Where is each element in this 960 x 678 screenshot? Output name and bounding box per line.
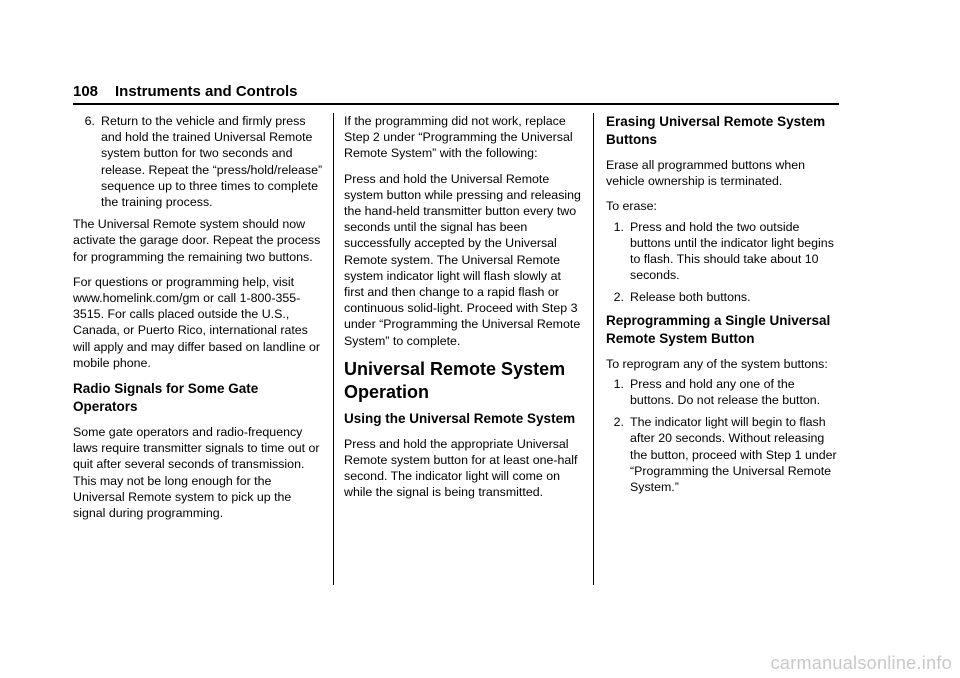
step-number: 1. <box>613 219 624 234</box>
paragraph-activate: The Universal Remote system should now activate the garage door. Repeat the process for programming the remaining two buttons. <box>73 217 321 264</box>
heading-erasing: Erasing Universal Remote System Buttons <box>606 114 826 147</box>
header-rule <box>73 103 839 105</box>
step-number: 2. <box>613 415 624 430</box>
step-text: Return to the vehicle and firmly press and hold the trained Universal Remote system button for two seconds and release. Repeat the “press/hold/release” sequence up to three times to complete the training process. <box>101 114 323 210</box>
paragraph-press-hold: Press and hold the Universal Remote system button while pressing and releasing the hand-held transmitter button every two seconds until the signal has been successfully accepted by the Universal Remote system. The Universal Remote system indicator light will flash slowly at first and then change to a rapid flash or continuous solid-light. Proceed with Step 3 under “Programming the Universal Remote System” to complete. <box>344 171 581 348</box>
erase-step-1 <box>606 219 840 284</box>
heading-using: Using the Universal Remote System <box>344 410 576 426</box>
step-6 <box>73 113 325 210</box>
step-text: Press and hold any one of the buttons. Do not release the button. <box>630 376 821 408</box>
page-number: 108 <box>73 83 99 100</box>
column-divider-1 <box>333 113 334 585</box>
paragraph-to-erase: To erase: <box>606 199 657 214</box>
column-divider-2 <box>593 113 594 585</box>
column-2 <box>344 113 584 510</box>
paragraph-help: For questions or programming help, visit www.homelink.com/gm or call 1-800-355-3515. For calls placed outside the U.S., Canada, or Puerto Rico, international rates will apply and may differ based on landline or mobile phone. <box>73 274 321 370</box>
step-number: 1. <box>613 376 624 391</box>
step-number: 2. <box>613 290 624 305</box>
section-title: Instruments and Controls <box>115 83 298 100</box>
column-3 <box>606 113 840 501</box>
paragraph-to-reprogram: To reprogram any of the system buttons: <box>606 356 828 371</box>
step-number: 6. <box>84 114 95 128</box>
heading-reprogramming: Reprogramming a Single Universal Remote System Button <box>606 312 831 346</box>
heading-operation: Universal Remote System Operation <box>344 358 566 402</box>
step-text: Press and hold the two outside buttons until the indicator light begins to flash. This should take about 10 seconds. <box>630 219 834 283</box>
paragraph-using: Press and hold the appropriate Universal Remote system button for at least one-half second. The indicator light will come on while the signal is being transmitted. <box>344 436 578 500</box>
paragraph-programming-failed: If the programming did not work, replace Step 2 under “Programming the Universal Remote System” with the following: <box>344 114 573 161</box>
paragraph-erase-all: Erase all programmed buttons when vehicle ownership is terminated. <box>606 158 806 189</box>
column-1 <box>73 113 325 530</box>
watermark: carmanualsonline.info <box>770 653 952 673</box>
heading-radio-signals: Radio Signals for Some Gate Operators <box>73 381 259 415</box>
page-header <box>73 83 839 105</box>
erase-step-2 <box>606 289 840 305</box>
paragraph-gate-operators: Some gate operators and radio-frequency laws require transmitter signals to time out or quit after several seconds of transmission. This may not be long enough for the Universal Remote system to pick up the signal during programming. <box>73 425 320 521</box>
step-text: The indicator light will begin to flash after 20 seconds. Without releasing the button, proceed with Step 1 under “Programming the Universal Remote System.” <box>630 415 837 495</box>
step-text: Release both buttons. <box>630 290 751 305</box>
reprogram-step-1 <box>606 376 840 408</box>
reprogram-step-2 <box>606 414 840 495</box>
